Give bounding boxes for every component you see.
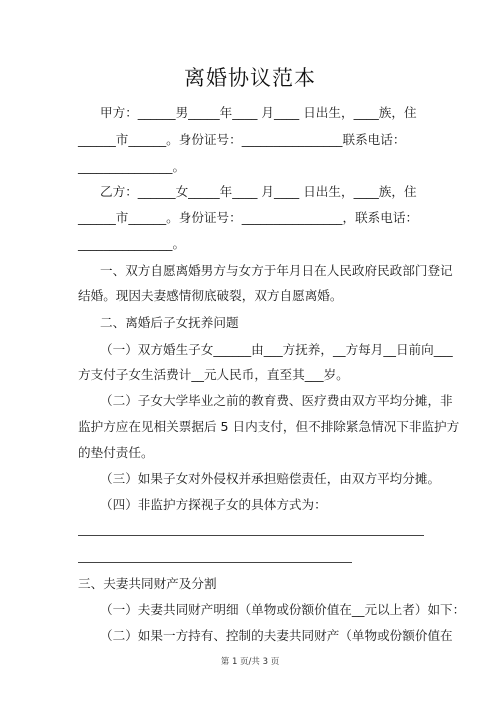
blank-line-1: [78, 535, 424, 536]
party-b-line-3: _______________。: [78, 236, 186, 251]
blank-line-2: [78, 562, 352, 563]
document-title: 离婚协议范本: [184, 66, 316, 90]
section-2-heading: 二、离婚后子女抚养问题: [100, 315, 239, 330]
party-a-line-3: _______________。: [78, 159, 186, 174]
section-1-line-2: 结婚。现因夫妻感情彻底破裂，双方自愿离婚。: [78, 288, 343, 303]
section-1-line-1: 一、双方自愿离婚男方与女方于年月日在人民政府民政部门登记: [100, 263, 453, 278]
party-a-line-2: ______市______。身份证号：________________联系电话：: [78, 132, 406, 147]
party-b-line-1: 乙方：______女_____年____ 月____ 日出生，____族，住: [100, 184, 417, 199]
section-3-heading: 三、夫妻共同财产及分割: [78, 576, 217, 591]
section-2-item-2-line-3: 的垫付责任。: [78, 445, 154, 460]
section-3-item-2: （二）如果一方持有、控制的夫妻共同财产（单物或份额价值在: [100, 628, 453, 643]
party-a-line-1: 甲方：______男_____年____ 月____ 日出生，____族，住: [100, 105, 417, 120]
section-2-item-1-line-1: （一）双方婚生子女______由___方抚养，__方每月__日前向___: [100, 342, 453, 357]
section-2-item-2-line-1: （二）子女大学毕业之前的教育费、医疗费由双方平均分摊，非: [100, 393, 453, 408]
section-2-item-4: （四）非监护方探视子女的具体方式为：: [100, 497, 327, 512]
section-2-item-3: （三）如果子女对外侵权并承担赔偿责任，由双方平均分摊。: [100, 471, 441, 486]
party-b-line-2: ______市______。身份证号：________________，联系电话：: [78, 210, 419, 225]
section-2-item-2-line-2: 监护方应在见相关票据后 5 日内支付，但不排除紧急情况下非监护方: [78, 419, 460, 434]
section-2-item-1-line-2: 方支付子女生活费计__元人民币，直至其___岁。: [78, 367, 349, 382]
page-number-footer: 第 1 页/共 3 页: [220, 657, 280, 667]
section-3-item-1: （一）夫妻共同财产明细（单物或份额价值在__元以上者）如下：: [100, 602, 466, 617]
